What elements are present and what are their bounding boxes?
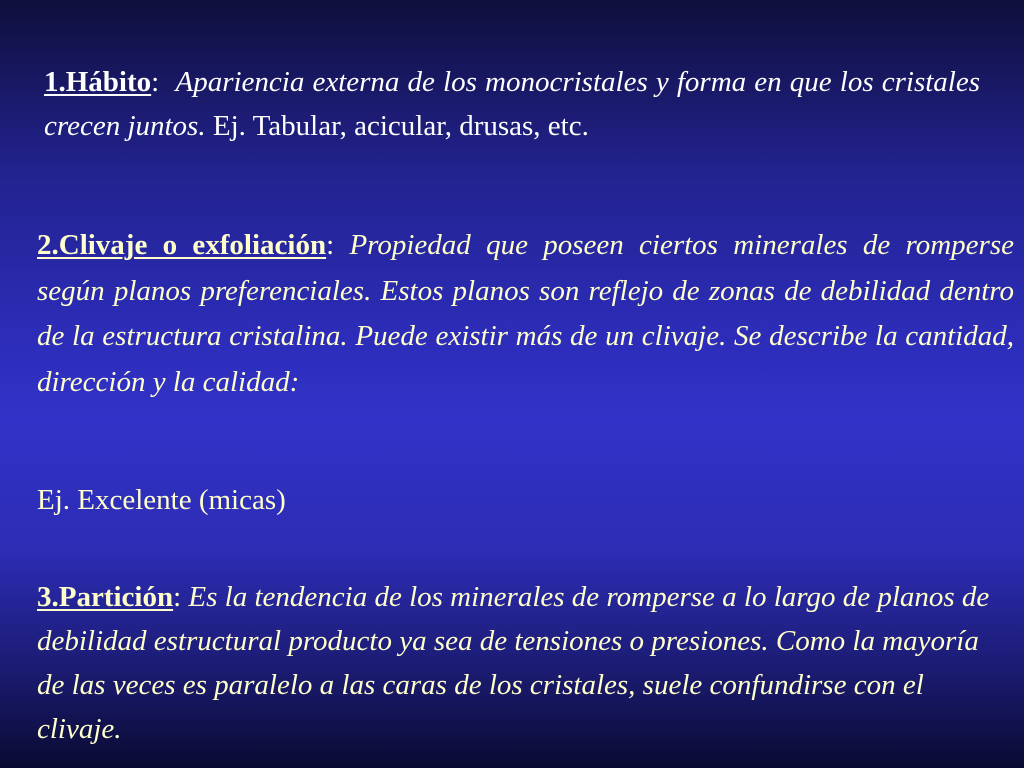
- heading-particion: 3.Partición: [37, 581, 174, 613]
- example-clivaje: Ej. Excelente (micas): [37, 484, 286, 516]
- example-habito: Ej. Tabular, acicular, drusas, etc.: [212, 110, 589, 142]
- description-clivaje: Propiedad que poseen ciertos minerales de romperse según planos preferenciales. Estos planos son reflejo de zonas de debilidad dentro de la estructura cristalina. Puede existir más de un clivaje. Se describe la cantidad, dirección y la calidad:: [37, 229, 1014, 398]
- colon: :: [151, 66, 160, 98]
- definition-habito: [44, 60, 980, 148]
- definition-clivaje: [37, 223, 1014, 405]
- heading-clivaje: 2.Clivaje o exfoliación: [37, 229, 327, 261]
- heading-habito: 1.Hábito: [44, 66, 152, 98]
- definition-particion: [37, 575, 992, 751]
- colon: :: [326, 229, 335, 261]
- description-particion: Es la tendencia de los minerales de romperse a lo largo de planos de debilidad estructural producto ya sea de tensiones o presiones. Como la mayoría de las veces es paralelo a las caras de los cristales, suele confundirse con el clivaje.: [37, 581, 990, 745]
- colon: :: [173, 581, 182, 613]
- description-habito: Apariencia externa de los monocristales y forma en que los cristales crecen juntos.: [44, 66, 981, 142]
